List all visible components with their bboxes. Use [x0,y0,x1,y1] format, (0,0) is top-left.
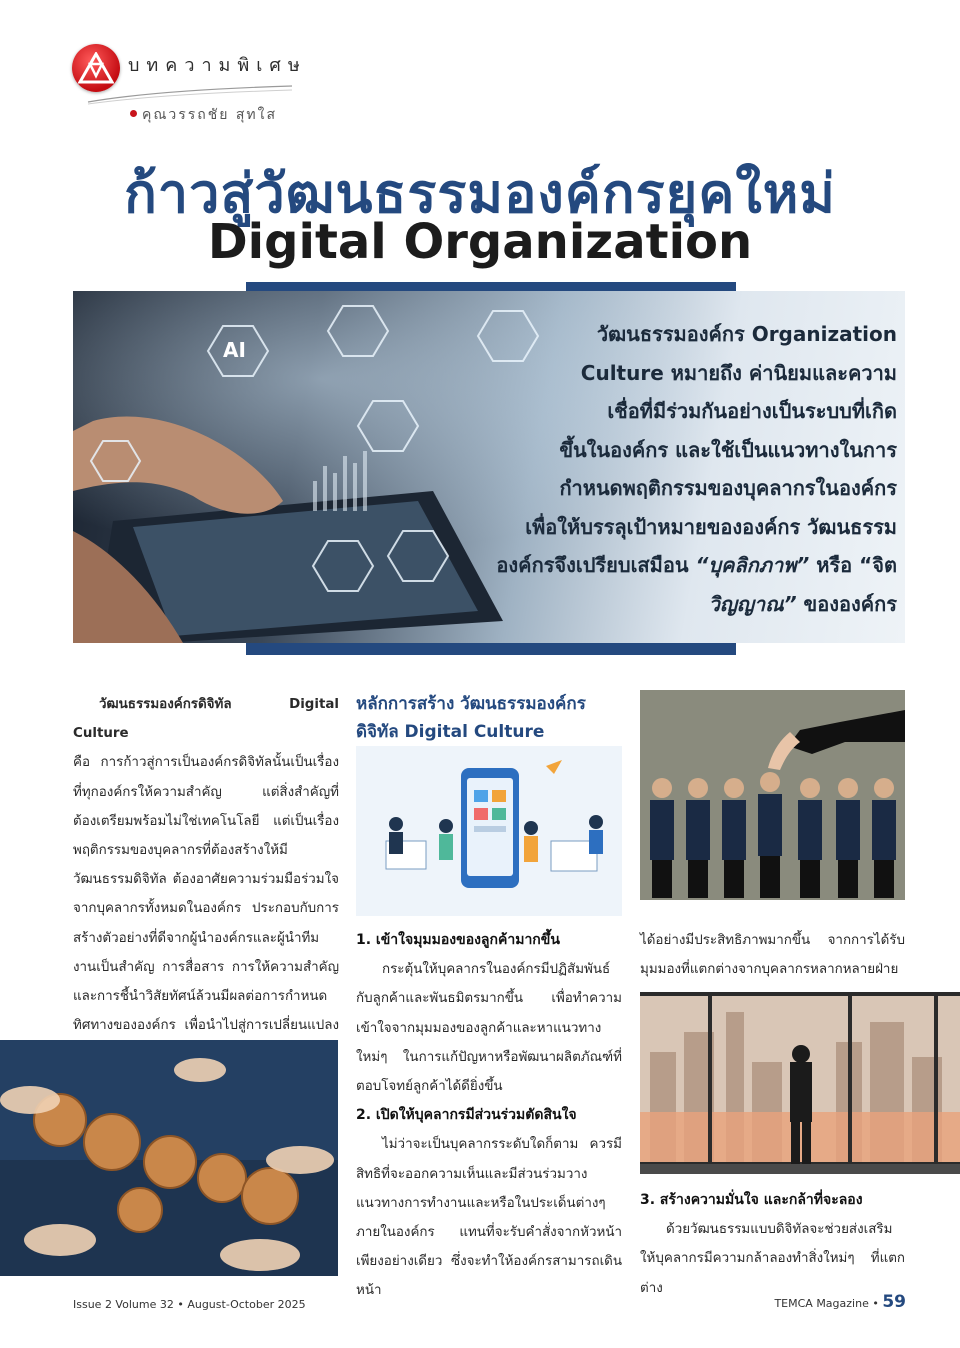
business-selection-image [640,690,905,900]
intro-body: คือ การก้าวสู่การเป็นองค์กรดิจิทัลนั้นเป็นเรื่องที่ทุกองค์กรให้ความสำคัญ แต่สิ่งสำคัญที่ต้องเตรียมพร้อมไม่ใช่เทคโนโลยี แต่เป็นเรื่องพฤติกรรมของบุคลากรที่ต้องสร้างให้มีวัฒนธรรมดิจิทัล ต้องอาศัยความร่วมมือร่วมใจจากบุคลากรทั้งหมดในองค์กร ประกอบกับการสร้างตัวอย่างที่ดีจากผู้นำองค์กรและผู้นำทีมงานเป็นสำคัญ การสื่อสาร การให้ความสำคัญ และการชี้นำวิสัยทัศน์ล้วนมีผลต่อการกำหนดทิศทางขององค์กร เพื่อนำไปสู่การเปลี่ยนแปลง [73,755,339,1034]
principle-1-body: กระตุ้นให้บุคลากรในองค์กรมีปฏิสัมพันธ์กับลูกค้าและพันธมิตรมากขึ้น เพื่อทำความเข้าใจจากมุมมองของลูกค้าและหาแนวทางใหม่ๆ ในการแก้ปัญหาหรือพัฒนาผลิตภัณฑ์ที่ตอบโจทย์ลูกค้าได้ดียิ่งขึ้น [356,962,622,1095]
principle-2-title: 2. เปิดให้บุคลากรมีส่วนร่วมตัดสินใจ [356,1107,577,1124]
title-rule [246,282,736,291]
city-view-image [640,992,960,1174]
hero-line: เพื่อให้บรรลุเป้าหมายขององค์กร วัฒนธรรม [525,514,897,539]
hero-text-italic: วิญญาณ” [708,591,797,616]
title-thai: ก้าวสู่วัฒนธรรมองค์กรยุคใหม่ [124,162,836,225]
principle-3-title: 3. สร้างความมั่นใจ และกล้าที่จะลอง [640,1192,863,1208]
column-principle-3 [640,1186,905,1303]
hero-text-italic: “บุคลิกภาพ” [695,553,810,577]
page-number: 59 [882,1292,906,1312]
column-intro [73,690,339,1099]
principle-1-title: 1. เข้าใจมุมมองของลูกค้ามากขึ้น [356,932,560,948]
principle-2-body: ไม่ว่าจะเป็นบุคลากรระดับใดก็ตาม ควรมีสิทธิที่จะออกความเห็นและมีส่วนร่วมวางแนวทางการทำงานและหรือในประเด็นต่างๆ ภายในองค์กร แทนที่จะรับคำสั่งจากหัวหน้าเพียงอย่างเดียว ซึ่งจะทำให้องค์กรสามารถเดินหน้า [356,1137,622,1299]
heading-line: หลักการสร้าง วัฒนธรรมองค์กร [356,694,586,714]
issue-info: Issue 2 Volume 32 • August-October 2025 [73,1298,306,1311]
column-principles-cont [640,926,905,984]
hero-definition [417,315,897,623]
svg-text:AI: AI [223,338,246,362]
hero-line: เชื่อที่มีร่วมกันอย่างเป็นระบบที่เกิด [607,399,897,423]
hero-text-run: หรือ “จิต [809,553,897,577]
heading-line: ดิจิทัล Digital Culture [356,722,545,742]
author-name: คุณวรรถชัย สุทใส [142,107,278,123]
hero-text-run: ขององค์กร [796,591,897,616]
hero-rule [246,643,736,655]
hero-line: ขึ้นในองค์กร และใช้เป็นแนวทางในการ [559,437,897,462]
intro-lead: วัฒนธรรมองค์กรดิจิทัล Digital Culture [73,697,339,742]
title-english: Digital Organization [207,214,753,270]
hero-line: Culture หมายถึง ค่านิยมและความ [580,360,897,385]
gears-teamwork-image [0,1040,338,1276]
author-bullet [130,110,137,117]
hero-line [417,585,897,624]
footer-magazine [774,1292,906,1312]
hero-line [417,546,897,585]
principle-3-body: ด้วยวัฒนธรรมแบบดิจิทัลจะช่วยส่งเสริมให้บุคลากรมีความกล้าลองทำสิ่งใหม่ๆ ที่แตกต่าง [640,1222,905,1296]
principle-2-continued: ได้อย่างมีประสิทธิภาพมากขึ้น จากการได้รับมุมมองที่แตกต่างจากบุคลากรหลากหลายฝ่าย [640,933,905,978]
hero-line: วัฒนธรรมองค์กร Organization [596,322,897,346]
column-principles [356,926,622,1306]
hero-image [73,291,905,643]
digital-workplace-illustration [356,746,622,916]
section-kicker: บทความพิเศษ [128,55,307,76]
hero-line: กำหนดพฤติกรรมของบุคลากรในองค์กร [559,476,897,500]
hero-text-run: องค์กรจึงเปรียบเสมือน [496,553,696,577]
magazine-name: TEMCA Magazine • [774,1297,879,1310]
principles-heading [356,690,626,746]
